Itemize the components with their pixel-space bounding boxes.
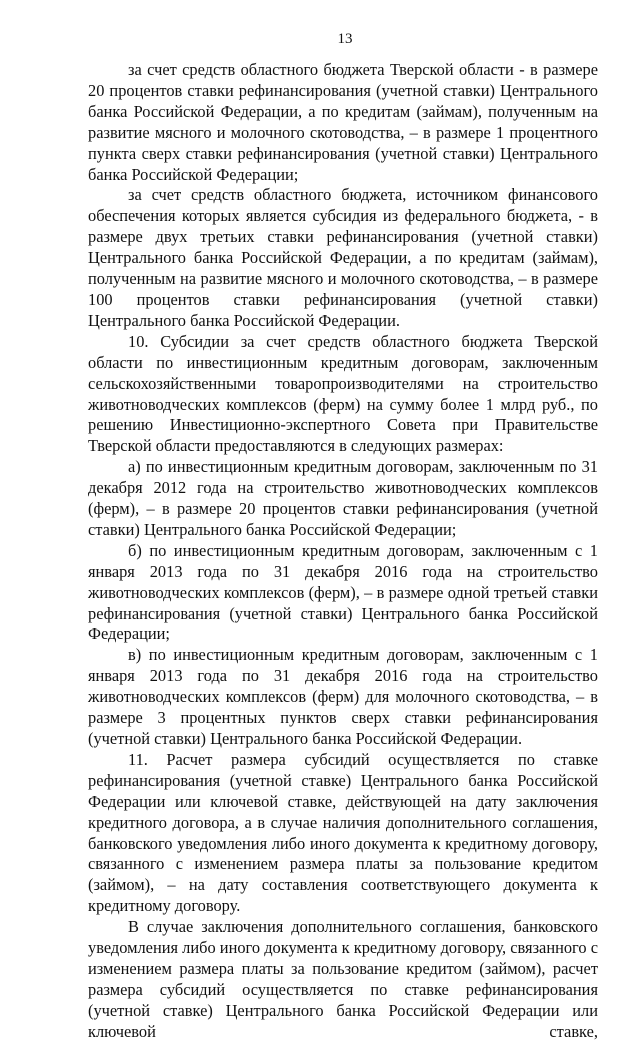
document-page (88, 30, 598, 1041)
paragraph-item-10-v: в) по инвестиционным кредитным договорам, заключенным с 1 января 2013 года по 31 декабря 2016 года на строительство животноводческих комплексов (ферм) для молочного скотоводства, – в размере 3 процентных пунктов сверх ставки рефинансирования (учетной ставки) Центрального банка Российской Федерации. (88, 645, 598, 748)
paragraph-item-10-b: б) по инвестиционным кредитным договорам, заключенным с 1 января 2013 года по 31 декабря 2016 года на строительство животноводческих комплексов (ферм), – в размере одной третьей ставки рефинансирования (учетной ставки) Центрального банка Российской Федерации; (88, 540, 598, 644)
paragraph-federal-subsidy-rate: за счет средств областного бюджета, источником финансового обеспечения которых является субсидия из федерального бюджета, - в размере двух третьих ставки рефинансирования (учетной ставки) Центрального банка Российской Федерации, а по кредитам (займам), полученным на развитие мясного и молочного скотоводства, – в размере 100 процентов ставки рефинансирования (учетной ставки) Центрального банка Российской Федерации. (88, 185, 598, 330)
paragraph-item-10: 10. Субсидии за счет средств областного бюджета Тверской области по инвестиционным кредитным договорам, заключенным сельскохозяйственными товаропроизводителями на строительство животноводческих комплексов (ферм) на сумму более 1 млрд руб., по решению Инвестиционно-экспертного Совета при Правительстве Тверской области предоставляются в следующих размерах: (88, 331, 598, 456)
paragraph-item-10-a: а) по инвестиционным кредитным договорам, заключенным по 31 декабря 2012 года на строительство животноводческих комплексов (ферм), – в размере 20 процентов ставки рефинансирования (учетной ставки) Центрального банка Российской Федерации; (88, 457, 598, 539)
paragraph-regional-budget-rate: за счет средств областного бюджета Тверской области - в размере 20 процентов ставки рефинансирования (учетной ставки) Центрального банка Российской Федерации, а по кредитам (займам), полученным на развитие мясного и молочного скотоводства, – в размере 1 процентного пункта сверх ставки рефинансирования (учетной ставки) Центрального банка Российской Федерации; (88, 60, 598, 184)
paragraph-item-11: 11. Расчет размера субсидий осуществляется по ставке рефинансирования (учетной ставке) Центрального банка Российской Федерации или ключевой ставке, действующей на дату заключения кредитного договора, а в случае наличия дополнительного соглашения, банковского уведомления либо иного документа к кредитному договору, связанного с изменением размера платы за пользование кредитом (займом), – на дату составления соответствующего документа к кредитному договору. (88, 749, 598, 916)
page-number: 13 (337, 31, 353, 47)
paragraph-additional-agreement: В случае заключения дополнительного соглашения, банковского уведомления либо иного документа к кредитному договору, связанного с изменением размера платы за пользование кредитом (займом), расчет размера субсидий осуществляется по ставке рефинансирования (учетной ставке) Центрального банка Российской Федерации или ключевой ставке, (88, 917, 598, 1041)
